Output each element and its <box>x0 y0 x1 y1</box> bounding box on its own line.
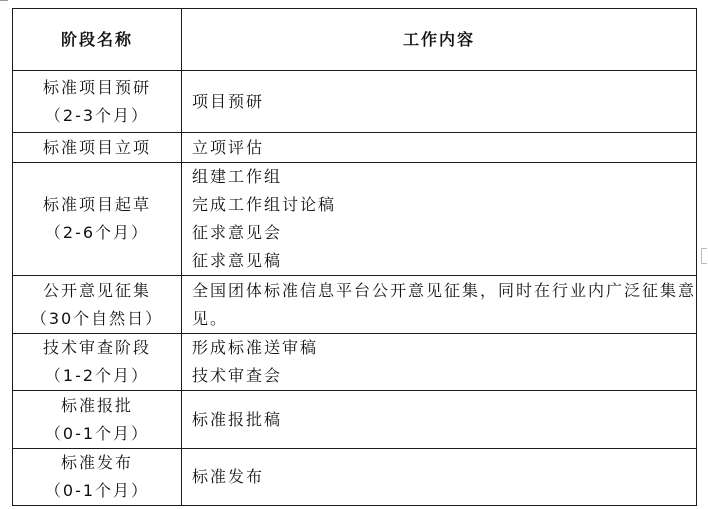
stage-cell <box>13 334 182 391</box>
work-item: 组建工作组 <box>192 167 283 186</box>
page-edge-mark <box>701 248 707 264</box>
work-item: 全国团体标准信息平台公开意见征集，同时在行业内广泛征集意见。 <box>192 280 697 328</box>
stage-duration: （2-6个月） <box>44 223 150 242</box>
stage-cell <box>13 71 182 133</box>
work-cell <box>182 163 697 276</box>
work-item: 标准报批稿 <box>192 409 283 429</box>
page-corner-mark <box>0 0 8 1</box>
work-item: 征求意见会 <box>192 223 283 242</box>
stage-duration: （0-1个月） <box>44 481 150 500</box>
stage-duration: （2-3个月） <box>44 105 150 125</box>
stage-title: 标准发布 <box>60 453 133 472</box>
stage-title: 标准项目起草 <box>42 195 151 214</box>
work-item: 征求意见稿 <box>192 251 283 270</box>
work-item: 立项评估 <box>192 137 265 157</box>
header-work-content: 工作内容 <box>182 9 697 71</box>
stage-cell <box>13 276 182 334</box>
stage-title: 标准项目预研 <box>42 77 151 97</box>
work-item: 项目预研 <box>192 91 265 111</box>
table-row <box>13 449 697 506</box>
stage-work-table <box>12 8 697 506</box>
work-cell <box>182 391 697 449</box>
stage-cell <box>13 163 182 276</box>
stage-duration: （0-1个月） <box>44 423 150 443</box>
stage-title: 公开意见征集 <box>42 280 151 300</box>
table-header-row <box>13 9 697 71</box>
stage-cell <box>13 133 182 163</box>
stage-title: 标准报批 <box>60 395 133 415</box>
work-cell <box>182 334 697 391</box>
table-row <box>13 133 697 163</box>
stage-cell <box>13 449 182 506</box>
work-cell <box>182 276 697 334</box>
work-cell <box>182 133 697 163</box>
work-cell <box>182 71 697 133</box>
stage-duration: （30个自然日） <box>30 308 164 328</box>
work-cell <box>182 449 697 506</box>
work-item: 完成工作组讨论稿 <box>192 195 337 214</box>
work-item: 标准发布 <box>192 467 265 486</box>
table-row <box>13 276 697 334</box>
header-stage-name: 阶段名称 <box>13 9 182 71</box>
work-item: 技术审查会 <box>192 366 283 385</box>
work-item: 形成标准送审稿 <box>192 338 319 357</box>
table-row <box>13 71 697 133</box>
table-row <box>13 163 697 276</box>
stage-cell <box>13 391 182 449</box>
stage-duration: （1-2个月） <box>44 366 150 385</box>
table-row <box>13 391 697 449</box>
table-row <box>13 334 697 391</box>
stage-title: 标准项目立项 <box>42 137 151 157</box>
stage-title: 技术审查阶段 <box>42 338 151 357</box>
